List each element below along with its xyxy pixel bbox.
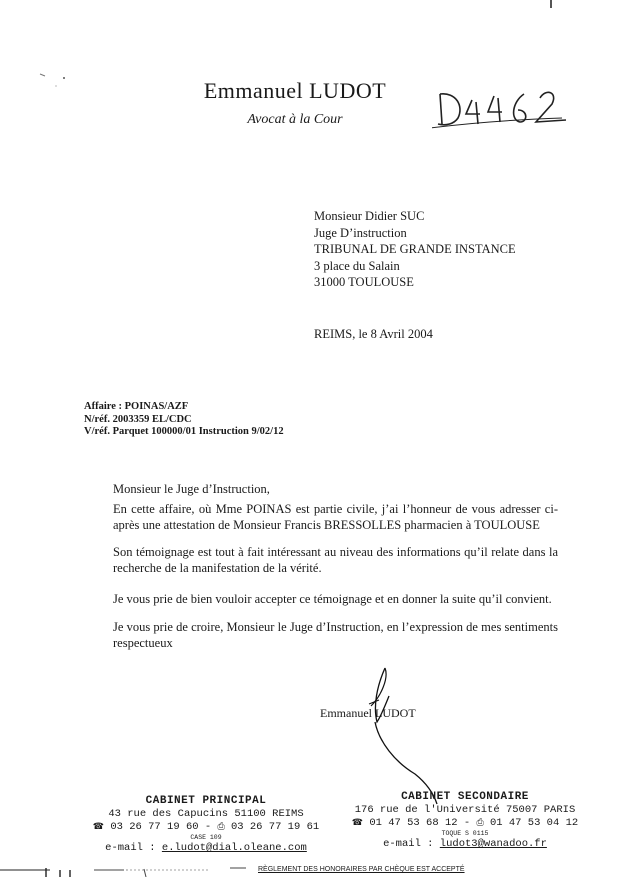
handwritten-signature bbox=[355, 666, 455, 806]
cabinet-principal bbox=[86, 795, 326, 855]
body-paragraph: En cette affaire, où Mme POINAS est partie civile, j’ai l’honneur de vous adresser ci-après une attestation de Monsieur Francis BRESSOLLES pharmacien à TOULOUSE bbox=[113, 502, 558, 532]
recipient-address bbox=[314, 208, 516, 291]
cabinet-title: CABINET SECONDAIRE bbox=[401, 791, 529, 803]
body-paragraph: Je vous prie de bien vouloir accepter ce témoignage et en donner la suite qu’il convient. bbox=[113, 592, 552, 606]
cabinet-contact: ☎ 01 47 53 68 12 - ⎙ 01 47 53 04 12 bbox=[351, 817, 579, 829]
email-address: e.ludot@dial.oleane.com bbox=[161, 842, 307, 854]
telephone-icon: ☎ bbox=[92, 822, 105, 832]
date-line: REIMS, le 8 Avril 2004 bbox=[314, 327, 433, 341]
fax-icon: ⎙ bbox=[476, 818, 484, 828]
letterhead-title: Avocat à la Cour bbox=[247, 112, 343, 127]
cabinet-title: CABINET PRINCIPAL bbox=[145, 795, 267, 807]
cabinet-contact: ☎ 03 26 77 19 60 - ⎙ 03 26 77 19 61 bbox=[92, 821, 320, 833]
recipient-line: 3 place du Salain bbox=[314, 258, 400, 273]
fax-number: 01 47 53 04 12 bbox=[489, 817, 579, 829]
signature-name: Emmanuel LUDOT bbox=[320, 706, 416, 720]
cabinet-toque: TOQUE S 0115 bbox=[441, 830, 489, 837]
fax-icon: ⎙ bbox=[217, 822, 225, 832]
phone-number: 03 26 77 19 60 bbox=[110, 821, 199, 833]
reference-line: V/réf. Parquet 100000/01 Instruction 9/02/12 bbox=[84, 426, 284, 437]
reference-line: N/réf. 2003359 EL/CDC bbox=[84, 413, 192, 425]
reference-block bbox=[84, 401, 284, 439]
telephone-icon: ☎ bbox=[351, 818, 364, 828]
phone-number: 01 47 53 68 12 bbox=[369, 817, 458, 829]
recipient-line: 31000 TOULOUSE bbox=[314, 275, 414, 289]
cabinet-case: CASE 109 bbox=[190, 834, 222, 841]
body-paragraph: Je vous prie de croire, Monsieur le Juge d’Instruction, en l’expression de mes sentiments respectueux bbox=[113, 620, 558, 650]
greeting: Monsieur le Juge d’Instruction, bbox=[113, 482, 270, 496]
email-label: e-mail : bbox=[105, 842, 156, 854]
recipient-line: Juge D’instruction bbox=[314, 225, 407, 240]
handwritten-reference-number bbox=[432, 80, 572, 140]
cabinet-address: 176 rue de l'Université 75007 PARIS bbox=[354, 804, 576, 816]
email-label: e-mail : bbox=[383, 838, 434, 850]
cabinet-email-line bbox=[86, 842, 326, 855]
reference-line: Affaire : POINAS/AZF bbox=[84, 401, 189, 412]
body-paragraph: Son témoignage est tout à fait intéressant au niveau des informations qu’il relate dans la recherche de la manifestation de la vérité. bbox=[113, 545, 558, 575]
fax-number: 03 26 77 19 61 bbox=[230, 821, 320, 833]
footer-note: RÈGLEMENT DES HONORAIRES PAR CHÈQUE EST ACCEPTÉ bbox=[258, 866, 465, 873]
recipient-line: Monsieur Didier SUC bbox=[314, 209, 425, 223]
email-address: ludot3@wanadoo.fr bbox=[439, 838, 547, 850]
cabinet-address: 43 rue des Capucins 51100 REIMS bbox=[108, 808, 304, 820]
letterhead-name: Emmanuel LUDOT bbox=[203, 78, 387, 103]
recipient-line: TRIBUNAL DE GRANDE INSTANCE bbox=[314, 242, 516, 256]
scan-mark bbox=[550, 0, 552, 8]
cabinet-email-line bbox=[340, 838, 590, 851]
cabinet-secondaire bbox=[340, 791, 590, 851]
